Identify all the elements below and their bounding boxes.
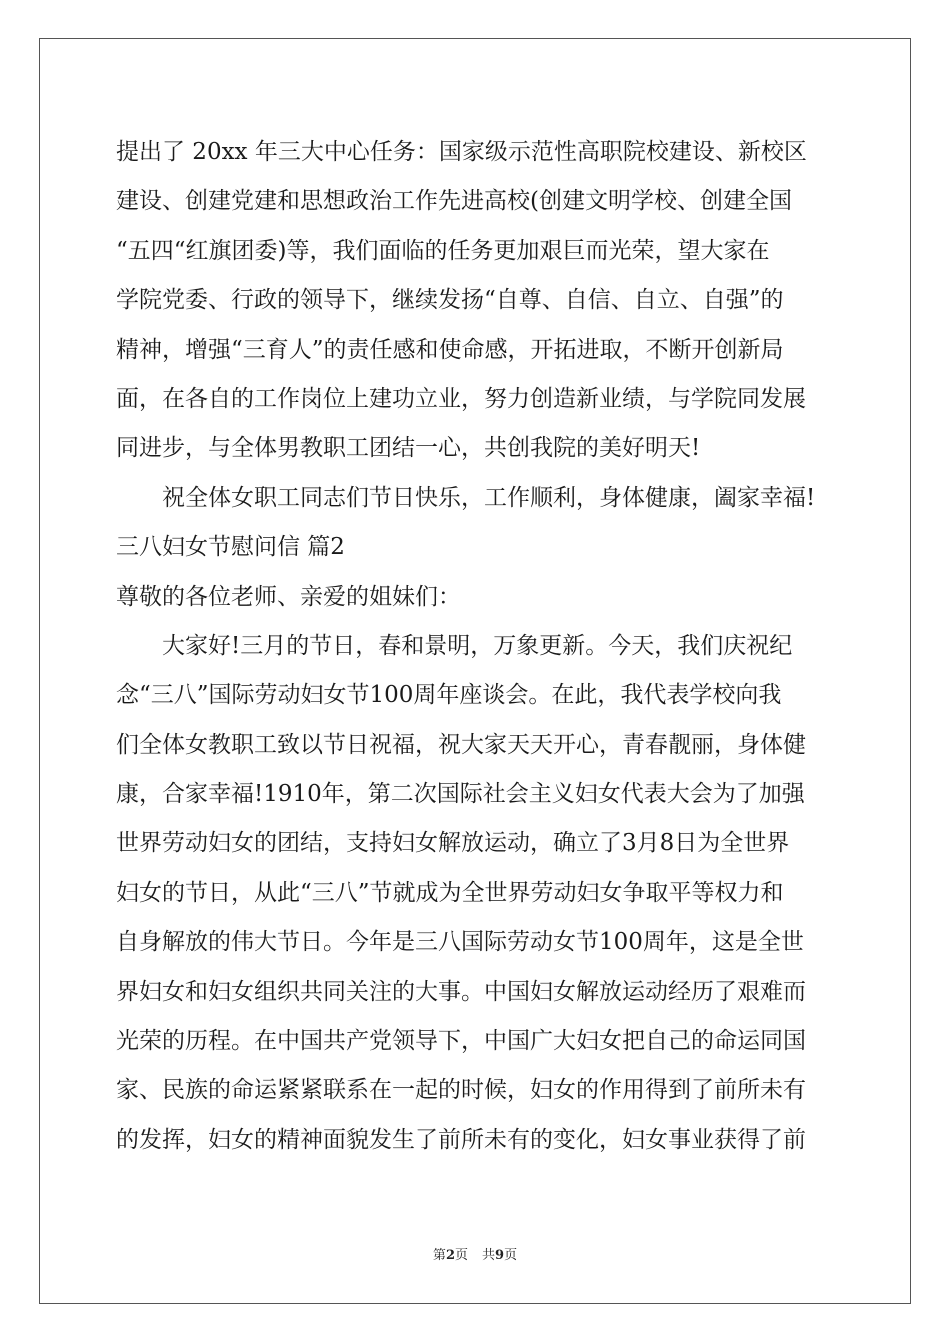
text-line: 学院党委、行政的领导下，继续发扬“自尊、自信、自立、自强”的 — [116, 287, 784, 314]
salutation: 尊敬的各位老师、亲爱的姐妹们： — [116, 583, 461, 610]
page-footer — [0, 1244, 950, 1263]
text-line: 康，合家幸福!1910年，第二次国际社会主义妇女代表大会为了加强 — [116, 781, 805, 808]
page-suffix: 页 — [454, 1248, 468, 1263]
text-line: 面，在各自的工作岗位上建功立业，努力创造新业绩，与学院同发展 — [116, 385, 806, 412]
text-line: 们全体女教职工致以节日祝福，祝大家天天开心，青春靓丽，身体健 — [116, 731, 806, 758]
greeting-paragraph: 祝全体女职工同志们节日快乐，工作顺利，身体健康，阖家幸福! — [162, 484, 816, 511]
text-line: 同进步，与全体男教职工团结一心，共创我院的美好明天! — [116, 435, 701, 462]
text-line: 妇女的节日，从此“三八”节就成为全世界劳动妇女争取平等权力和 — [116, 879, 784, 906]
page-prefix: 第 — [432, 1248, 446, 1263]
page-current: 2 — [445, 1248, 455, 1263]
document-body — [116, 128, 836, 1165]
text-line: “五四“红旗团委)等，我们面临的任务更加艰巨而光荣，望大家在 — [116, 237, 770, 264]
text-line: 大家好!三月的节日，春和景明，万象更新。今天，我们庆祝纪 — [162, 632, 793, 659]
text-line: 念“三八”国际劳动妇女节100周年座谈会。在此，我代表学校向我 — [116, 682, 782, 709]
total-prefix: 共 — [482, 1248, 496, 1263]
section-heading: 三八妇女节慰问信 篇2 — [116, 534, 345, 561]
total-suffix: 页 — [504, 1248, 518, 1263]
text-line: 建设、创建党建和思想政治工作先进高校(创建文明学校、创建全国 — [116, 188, 792, 215]
text-line: 界妇女和妇女组织共同关注的大事。中国妇女解放运动经历了艰难而 — [116, 978, 806, 1005]
text-line: 精神，增强“三育人”的责任感和使命感，开拓进取，不断开创新局 — [116, 336, 784, 363]
text-line: 光荣的历程。在中国共产党领导下，中国广大妇女把自己的命运同国 — [116, 1028, 806, 1055]
text-line: 家、民族的命运紧紧联系在一起的时候，妇女的作用得到了前所未有 — [116, 1077, 806, 1104]
text-line: 提出了 20xx 年三大中心任务：国家级示范性高职院校建设、新校区 — [116, 139, 807, 165]
text-line: 自身解放的伟大节日。今年是三八国际劳动女节100周年，这是全世 — [116, 929, 804, 956]
text-line: 世界劳动妇女的团结，支持妇女解放运动，确立了3月8日为全世界 — [116, 830, 790, 857]
text-line: 的发挥，妇女的精神面貌发生了前所未有的变化，妇女事业获得了前 — [116, 1126, 806, 1153]
page-total: 9 — [495, 1248, 505, 1263]
